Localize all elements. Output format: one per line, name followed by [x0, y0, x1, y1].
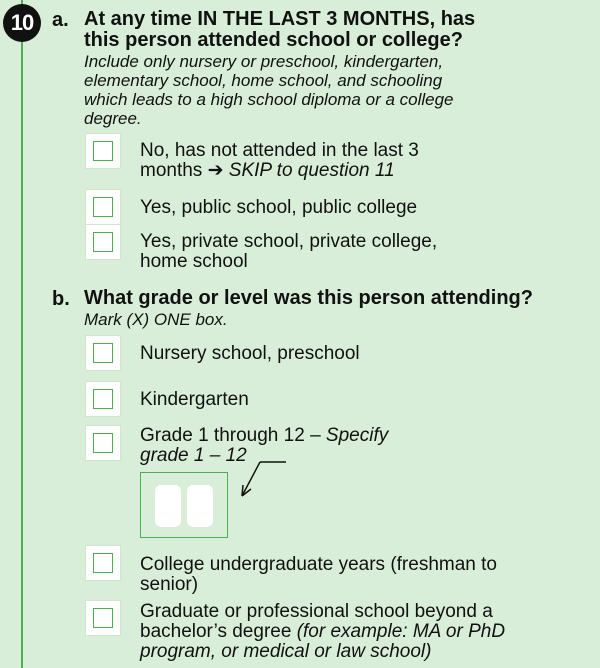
- instruction-line: elementary school, home school, and schooling: [84, 71, 443, 90]
- option-label: Yes, public school, public college: [140, 197, 418, 218]
- checkbox-public-school[interactable]: [85, 189, 121, 225]
- part-b-letter: b.: [52, 288, 70, 310]
- checkbox-kindergarten[interactable]: [85, 381, 121, 417]
- option-label-line-2: [140, 622, 505, 642]
- grade-digit-2-field[interactable]: [187, 485, 213, 527]
- question-number-badge: 10: [3, 4, 41, 42]
- option-label: [140, 426, 388, 446]
- left-margin-rule: [21, 0, 23, 668]
- part-a-question-line-1: At any time IN THE LAST 3 MONTHS, has: [84, 8, 476, 30]
- option-graduate-school: [140, 602, 505, 662]
- option-not-attended: [140, 141, 419, 181]
- skip-instruction: SKIP to question 11: [228, 160, 395, 181]
- checkbox-private-school[interactable]: [85, 224, 121, 260]
- part-a-instructions: [84, 52, 454, 128]
- option-label-line-2: [140, 161, 419, 181]
- option-label-text: bachelor’s degree: [140, 621, 297, 642]
- option-label-line-3: [140, 642, 505, 662]
- example-text: (for example: MA or PhD: [296, 621, 506, 642]
- option-label-line-2: home school: [140, 251, 248, 272]
- specify-instruction-line-2: grade 1 – 12: [140, 445, 247, 466]
- checkbox-grade-1-12[interactable]: [85, 425, 121, 461]
- option-nursery: [140, 344, 360, 364]
- option-college-undergrad: [140, 555, 497, 595]
- grade-digit-1-field[interactable]: [155, 485, 181, 527]
- grade-write-in-box: [140, 472, 228, 538]
- option-label-line-2: senior): [140, 574, 199, 595]
- option-label: Nursery school, preschool: [140, 343, 360, 364]
- instruction-line: which leads to a high school diploma or a college: [84, 90, 454, 109]
- part-b-instruction: Mark (X) ONE box.: [84, 310, 228, 329]
- option-label-text: Grade 1 through 12 –: [140, 425, 326, 446]
- checkbox-graduate-school[interactable]: [85, 600, 121, 636]
- arrow-icon: [228, 452, 298, 512]
- option-public-school: [140, 198, 417, 218]
- option-kindergarten: [140, 390, 249, 410]
- specify-instruction: Specify: [325, 425, 389, 446]
- part-a-letter: a.: [52, 9, 69, 31]
- instruction-line: degree.: [84, 109, 142, 128]
- checkbox-not-attended[interactable]: [85, 133, 121, 169]
- option-label: No, has not attended in the last 3: [140, 140, 419, 161]
- option-label: Kindergarten: [140, 389, 249, 410]
- checkbox-nursery[interactable]: [85, 335, 121, 371]
- option-label: Graduate or professional school beyond a: [140, 601, 493, 622]
- example-text-line-2: program, or medical or law school): [140, 641, 432, 662]
- option-label: Yes, private school, private college,: [140, 231, 438, 252]
- checkbox-college-undergrad[interactable]: [85, 545, 121, 581]
- option-label-text: months ➔: [140, 160, 229, 181]
- option-label: College undergraduate years (freshman to: [140, 554, 497, 575]
- option-private-school: [140, 232, 437, 272]
- part-a-question: [84, 9, 475, 51]
- instruction-line: Include only nursery or preschool, kindergarten,: [84, 52, 444, 71]
- part-a-question-line-2: this person attended school or college?: [84, 29, 463, 51]
- part-b-question: What grade or level was this person attending?: [84, 287, 533, 309]
